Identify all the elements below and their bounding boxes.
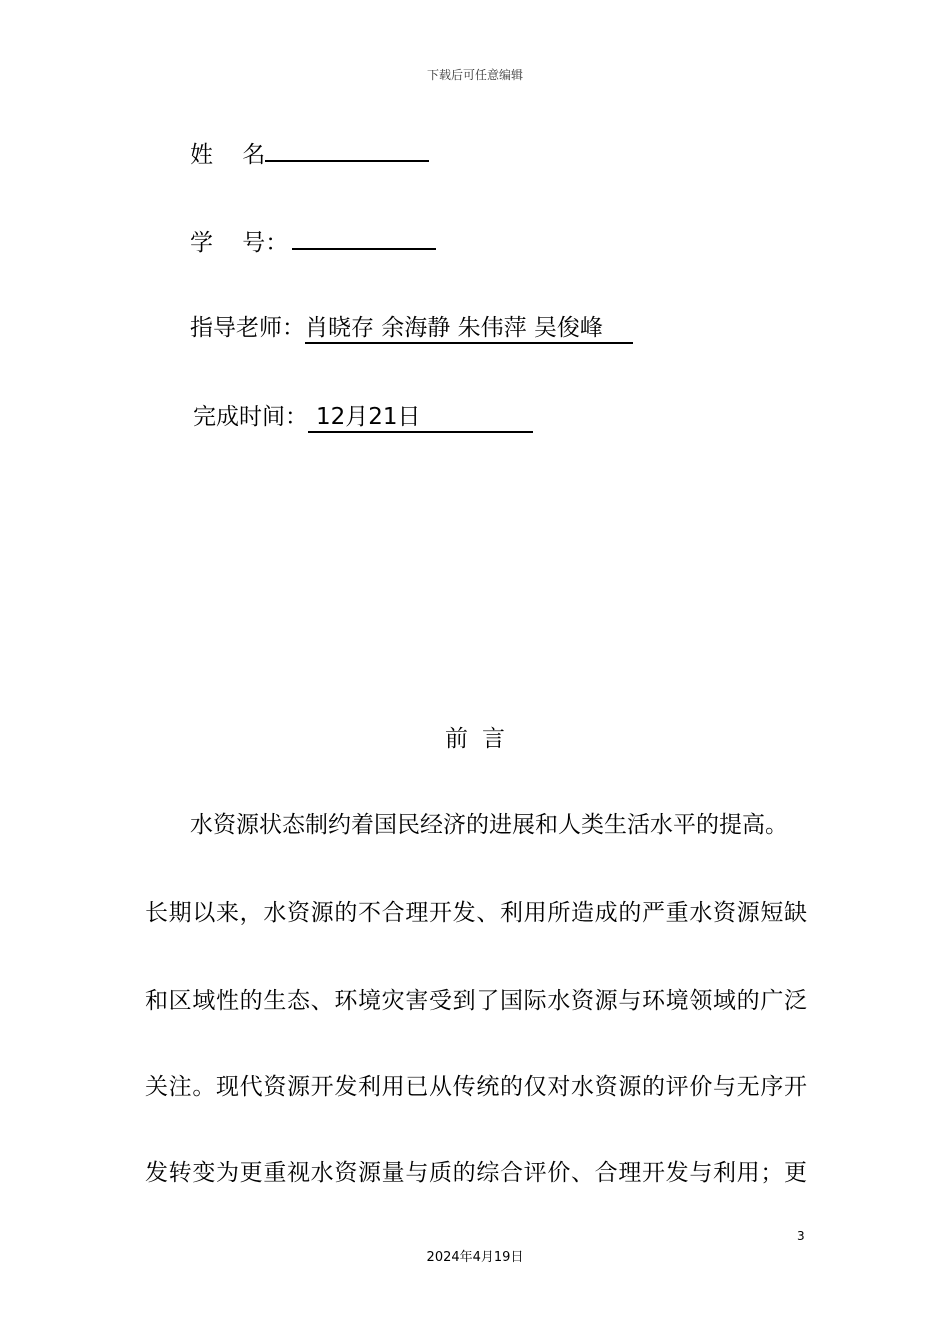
name-field-row [190, 136, 429, 170]
advisor-label: 指导老师： [190, 315, 305, 341]
name-blank-line [265, 136, 429, 162]
page-footer-date: 2024年4月19日 [426, 1250, 524, 1265]
student-id-blank-line [292, 224, 436, 250]
preface-line-5: 发转变为更重视水资源量与质的综合评价、合理开发与利用；更 [145, 1160, 807, 1186]
student-id-field-row [190, 224, 436, 258]
advisor-value: 肖晓存 余海静 朱伟萍 吴俊峰 [305, 314, 633, 344]
preface-line-3: 和区域性的生态、环境灾害受到了国际水资源与环境领域的广泛 [145, 988, 807, 1014]
preface-line-1: 水资源状态制约着国民经济的进展和人类生活水平的提高。 [190, 812, 788, 838]
completion-label: 完成时间： [193, 404, 308, 430]
preface-title: 前言 [445, 726, 519, 752]
name-label: 姓 名 [190, 142, 266, 168]
completion-value: 12月21日 [308, 403, 533, 433]
preface-line-2: 长期以来，水资源的不合理开发、利用所造成的严重水资源短缺 [145, 900, 807, 926]
page-header-note: 下载后可任意编辑 [426, 68, 523, 82]
page-number: 3 [797, 1229, 805, 1243]
student-id-label: 学 号： [190, 230, 289, 256]
preface-line-4: 关注。现代资源开发利用已从传统的仅对水资源的评价与无序开 [145, 1074, 807, 1100]
completion-field-row [193, 402, 533, 433]
advisor-field-row [190, 313, 633, 344]
